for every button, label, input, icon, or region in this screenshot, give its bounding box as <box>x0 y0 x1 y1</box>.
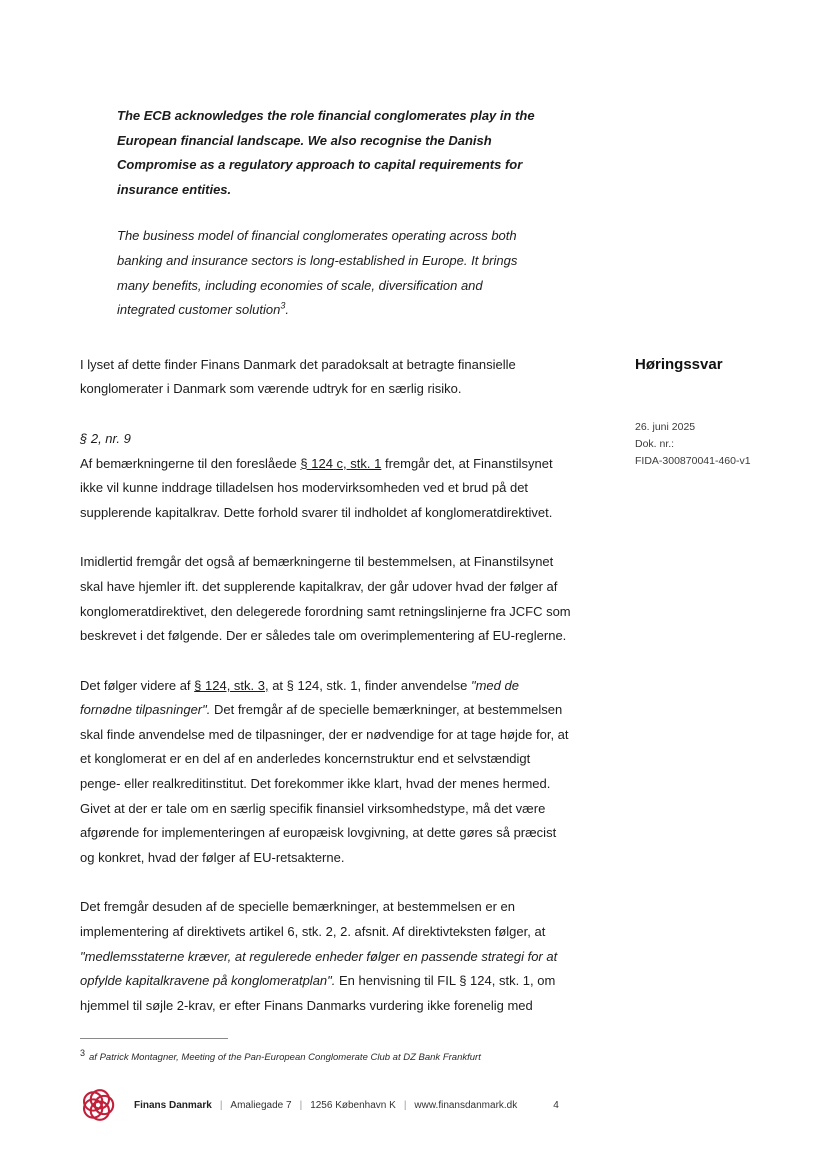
footnote-reference: 3 <box>280 300 286 311</box>
main-text-column <box>80 104 572 1043</box>
paragraph-overimplementering <box>80 550 572 648</box>
quote-business-model-text: The business model of financial conglomerates operating across both banking and insurance sectors is long-established in Europe. It brings many benefits, including economies of scale, diversification and integrated customer solution <box>117 228 518 318</box>
page-number: 4 <box>553 1099 559 1111</box>
paragraph-direktiv-seg1: Det fremgår desuden af de specielle bemærkninger, at bestemmelsen er en implementering af direktivets artikel 6, stk. 2, 2. afsnit. Af direktivteksten følger, at <box>80 899 546 940</box>
section-heading <box>80 427 572 452</box>
footer-website-link[interactable]: www.finansdanmark.dk <box>414 1099 518 1111</box>
page-footer <box>76 1082 559 1128</box>
paragraph-direktiv <box>80 895 572 1018</box>
sidebar <box>635 356 800 470</box>
quote-business-model-period: . <box>285 302 289 318</box>
footer-separator: | <box>299 1099 303 1111</box>
paragraph-124-stk3 <box>80 674 572 871</box>
sidebar-meta <box>635 419 800 470</box>
paragraph-124-stk3-seg2: at § 124, stk. 1, finder anvendelse <box>268 677 471 693</box>
footer-brand: Finans Danmark <box>134 1099 212 1111</box>
paragraph-124c-seg1: Af bemærkningerne til den foreslåede <box>80 455 301 471</box>
paragraph-124-stk3-seg3: Det fremgår af de specielle bemærkninger, at bestemmelsen skal finde anvendelse med de tilpasninger, der er nødvendige for at tage højde for, at et konglomerat er en del af en anderledes koncernstruktur end et selvstændigt penge- eller realkreditinstitut. Det forekommer ikke klart, hvad der menes hermed. Givet at der er tale om en særlig specifik finansiel virksomhedstype, må det være afgørende for implementeringen af europæisk lovgivning, at dette gøres så præcist og konkret, hvad der følger af EU-retsakterne. <box>80 702 569 865</box>
link-124-stk3[interactable]: § 124, stk. 3, <box>194 677 269 693</box>
quote-business-model <box>117 224 541 322</box>
sidebar-title: Høringssvar <box>635 356 723 373</box>
paragraph-direktiv-seg2: En henvisning til FIL § 124, stk. 1, om hjemmel til søjle 2-krav, er efter Finans Danmarks vurdering ikke forenelig med <box>80 973 556 1013</box>
paragraph-conclusion <box>80 353 572 402</box>
document-number-label: Dok. nr.: <box>635 438 675 450</box>
footnote <box>80 1048 572 1063</box>
footer-address: Amaliegade 7 <box>230 1099 292 1111</box>
footer-separator: | <box>219 1099 223 1111</box>
inline-quote-tilpasninger: "med de fornødne tilpasninger". <box>80 677 519 718</box>
paragraph-124-stk3-seg1: Det følger videre af <box>80 677 195 693</box>
quote-ecb <box>117 104 541 202</box>
footnote-area <box>80 1038 572 1063</box>
paragraph-conclusion-text: I lyset af dette finder Finans Danmark det paradoksalt at betragte finansielle konglomerater i Danmark som værende udtryk for en særlig risiko. <box>80 356 516 397</box>
paragraph-124c-seg2: fremgår det, at Finanstilsynet ikke vil kunne inddrage tilladelsen hos modervirksomheden ved et brud på det supplerende kapitalkrav. Dette forhold svarer til indholdet af konglomeratdirektivet. <box>80 455 553 520</box>
footer-city: 1256 København K <box>310 1099 396 1111</box>
paragraph-overimplementering-text: Imidlertid fremgår det også af bemærkningerne til bestemmelsen, at Finanstilsynet skal have hjemler ift. det supplerende kapitalkrav, der går udover hvad der følger af konglomeratdirektivet, den delegerede forordning samt retningslinjerne fra JCFC som beskrevet i det følgende. Der er således tale om overimplementering af EU-reglerne. <box>80 554 571 644</box>
footnote-rule <box>80 1038 228 1039</box>
paragraph-124c <box>80 452 572 526</box>
inline-quote-medlemsstaterne: "medlemsstaterne kræver, at regulerede enheder følger en passende strategi for at opfylde kapitalkravene på konglomeratplan". <box>80 948 558 989</box>
footnote-text: af Patrick Montagner, Meeting of the Pan-European Conglomerate Club at DZ Bank Frankfurt <box>89 1052 481 1064</box>
footer-separator: | <box>403 1099 407 1111</box>
link-124c-stk1[interactable]: § 124 c, stk. 1 <box>300 455 382 471</box>
document-number: FIDA-300870041-460-v1 <box>635 455 751 467</box>
finans-danmark-logo <box>76 1082 120 1128</box>
section-heading-text: § 2, nr. 9 <box>80 430 131 446</box>
footnote-marker: 3 <box>80 1048 86 1058</box>
quote-ecb-text: The ECB acknowledges the role financial conglomerates play in the European financial landscape. We also recognise the Danish Compromise as a regulatory approach to capital requirements for insurance entities. <box>117 108 535 197</box>
document-date: 26. juni 2025 <box>635 421 696 433</box>
